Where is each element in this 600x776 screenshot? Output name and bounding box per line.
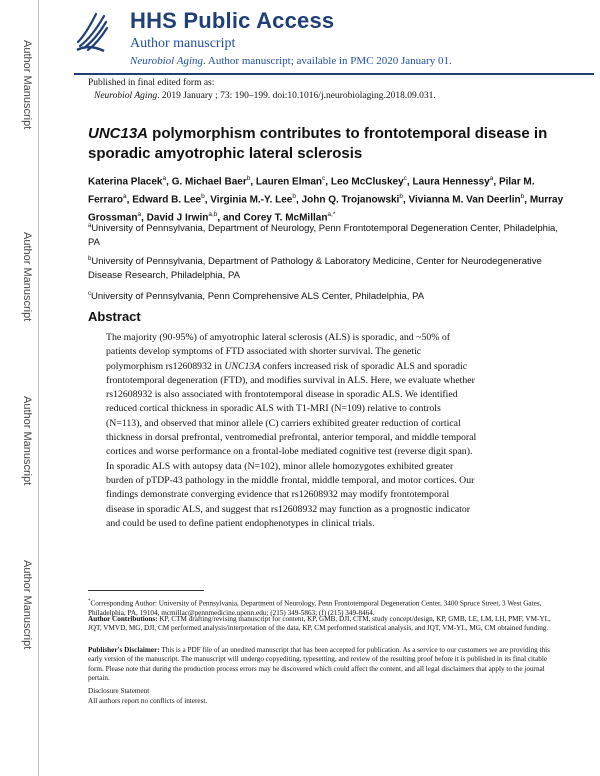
abstract-body [106,331,478,531]
affiliation-key: b [88,256,92,262]
author-manuscript-label: Author manuscript [130,36,236,51]
author-separator: , [325,176,331,188]
author-list [88,172,568,225]
affiliation [88,220,568,249]
disclaimer-text: This is a PDF file of an unedited manuscript that has been accepted for publication. As a service to our customers we are providing this early version of the manuscript. The manuscript will undergo copyediting, typesetting, and review of the resulting proof before it is published in its final citable form. Please note that during the production process errors may be discovered which could affect the content, and all legal disclaimers that apply to the journal pertain. [88,646,550,682]
author-affiliation-mark: a [137,210,142,218]
author-separator: , [402,194,409,206]
abstract-gene: UNC13A [224,360,261,372]
disclosure-text: All authors report no conflicts of interest. [88,697,208,705]
citation-journal: Neurobiol Aging [94,91,158,101]
author-affiliation-mark: a [162,175,167,182]
disclaimer-label: Publisher's Disclaimer: [88,646,160,654]
author-name: David J Irwin [146,211,209,223]
author-name: G. Michael Baer [171,176,247,188]
author-affiliation-mark: a,* [327,210,336,218]
author-separator: , and [217,211,244,223]
author-name: Edward B. Lee [132,194,202,206]
author-separator: , [524,194,530,206]
contributions-text: KP, CTM drafting/revising manuscript for content, KP, GMB, DJI, CTM, study concept/design, KP, GMB, LE, LM, LH, PMF, VM-YL, JQT, VMVD, MG, DJI, CM performed analysis/interpretation of the data, KP, CM performed statistical analysis, and JQT, VM-YL, MG, CM obtained funding. [88,615,551,633]
affiliation [88,288,568,304]
author-name: Leo McCluskey [330,176,404,188]
header-rule [74,73,594,75]
affiliation-key: c [88,291,91,297]
author-name: Lauren Elman [255,176,323,188]
affiliation-text: University of Pennsylvania, Department of Neurology, Penn Frontotemporal Degeneration Center, Philadelphia, PA [88,223,558,248]
author-affiliation-mark: b [201,192,205,200]
author-affiliation-mark: b [520,192,525,200]
affiliation-text: University of Pennsylvania, Department of Pathology & Laboratory Medicine, Center for Neurodegenerative Disease Research, Philadelphia, PA [88,256,542,281]
author-name: Vivianna M. Van Deerlin [408,194,521,206]
author-separator: , [166,176,172,188]
corresponding-mark: * [88,599,91,604]
author-name: Corey T. McMillan [243,211,328,223]
disclosure-heading: Disclosure Statement [88,687,150,695]
contributions-footnote [88,615,558,634]
abstract-heading: Abstract [88,309,141,324]
author-name: Katerina Placek [88,176,163,188]
journal-name: Neurobiol Aging [130,55,204,67]
author-separator: , [406,176,413,188]
author-separator: , [250,176,256,188]
author-separator: , [493,176,499,188]
affiliation-key: a [88,223,92,229]
author-name: Pilar M. Ferraro [88,176,535,206]
hhs-title: HHS Public Access [130,8,335,33]
side-label: Author Manuscript [21,396,33,486]
abstract-text-2: confers increased risk of sporadic ALS and sporadic frontotemporal degeneration (FTD), and modifies survival in ALS. Here, we evaluate whether rs12608932 is also associated with frontotemporal disease in sporadic ALS. We identified reduced cortical thickness in sporadic ALS with T1-MRI (N=109) relative to controls (N=113), and observed that minor allele (C) carriers exhibited greater reduction of cortical thickness in dorsal prefrontal, ventromedial prefrontal, anterior temporal, and middle temporal cortices and worse performance on a frontal-lobe mediated cognitive test (reverse digit span). In sporadic ALS with autopsy data (N=102), minor allele homozygotes exhibited greater burden of pTDP-43 pathology in the middle frontal, middle temporal, and motor cortices. Our findings demonstrate converging evidence that rs12608932 may modify frontotemporal disease in sporadic ALS, and suggest that rs12608932 may function as a prognostic indicator and could be used to define patient endophenotypes in clinical trials. [106,360,477,529]
abstract-text-1: The majority (90-95%) of amyotrophic lateral sclerosis (ALS) is sporadic, and ~50% of patients develop symptoms of FTD associated with shorter survival. The genetic polymorphism rs12608932 in [106,332,451,372]
side-label: Author Manuscript [21,560,33,650]
author-separator: , [295,194,302,206]
author-affiliation-mark: a [489,175,494,182]
side-label: Author Manuscript [21,232,33,322]
author-name: John Q. Trojanowski [301,194,400,206]
author-name: Murray Grossman [88,194,564,223]
author-affiliation-mark: a [123,192,127,200]
side-rule [38,0,39,776]
availability-line [130,55,452,67]
side-label: Author Manuscript [21,40,33,130]
author-affiliation-mark: c [403,175,407,182]
author-affiliation-mark: b [399,192,403,200]
citation [94,91,436,101]
footnote-rule [88,590,204,591]
disclaimer-footnote [88,646,558,683]
author-separator: , [204,194,211,206]
title-gene: UNC13A [88,125,149,142]
title-text: polymorphism contributes to frontotemporal disease in sporadic amyotrophic lateral sclerosis [88,125,548,162]
author-affiliation-mark: a,b [208,210,218,218]
availability-text: . Author manuscript; available in PMC 2020 January 01. [203,55,452,67]
author-affiliation-mark: c [322,175,326,182]
author-separator: , [141,211,147,223]
author-name: Virginia M.-Y. Lee [210,194,293,206]
affiliation-text: University of Pennsylvania, Penn Comprehensive ALS Center, Philadelphia, PA [91,291,425,303]
author-affiliation-mark: b [292,192,296,200]
published-heading: Published in final edited form as: [88,78,215,88]
article-title [88,124,558,164]
author-separator: , [126,194,133,206]
contributions-label: Author Contributions: [88,615,158,623]
corresponding-text: Corresponding Author: University of Pennsylvania, Department of Neurology, Penn Frontotemporal Degeneration Center, 3400 Spruce Street, 3 West Gates, Philadelphia, PA, 19104, mcmillac@pennmedicine.upenn.edu; (215) 349-5863; (f) (215) 349-8464. [88,599,542,617]
hhs-eagle-logo [74,10,110,54]
citation-text: . 2019 January ; 73: 190–199. doi:10.1016/j.neurobiolaging.2018.09.031. [157,91,436,101]
author-name: Laura Hennessy [412,176,490,188]
author-affiliation-mark: b [246,175,251,182]
affiliation [88,253,568,282]
